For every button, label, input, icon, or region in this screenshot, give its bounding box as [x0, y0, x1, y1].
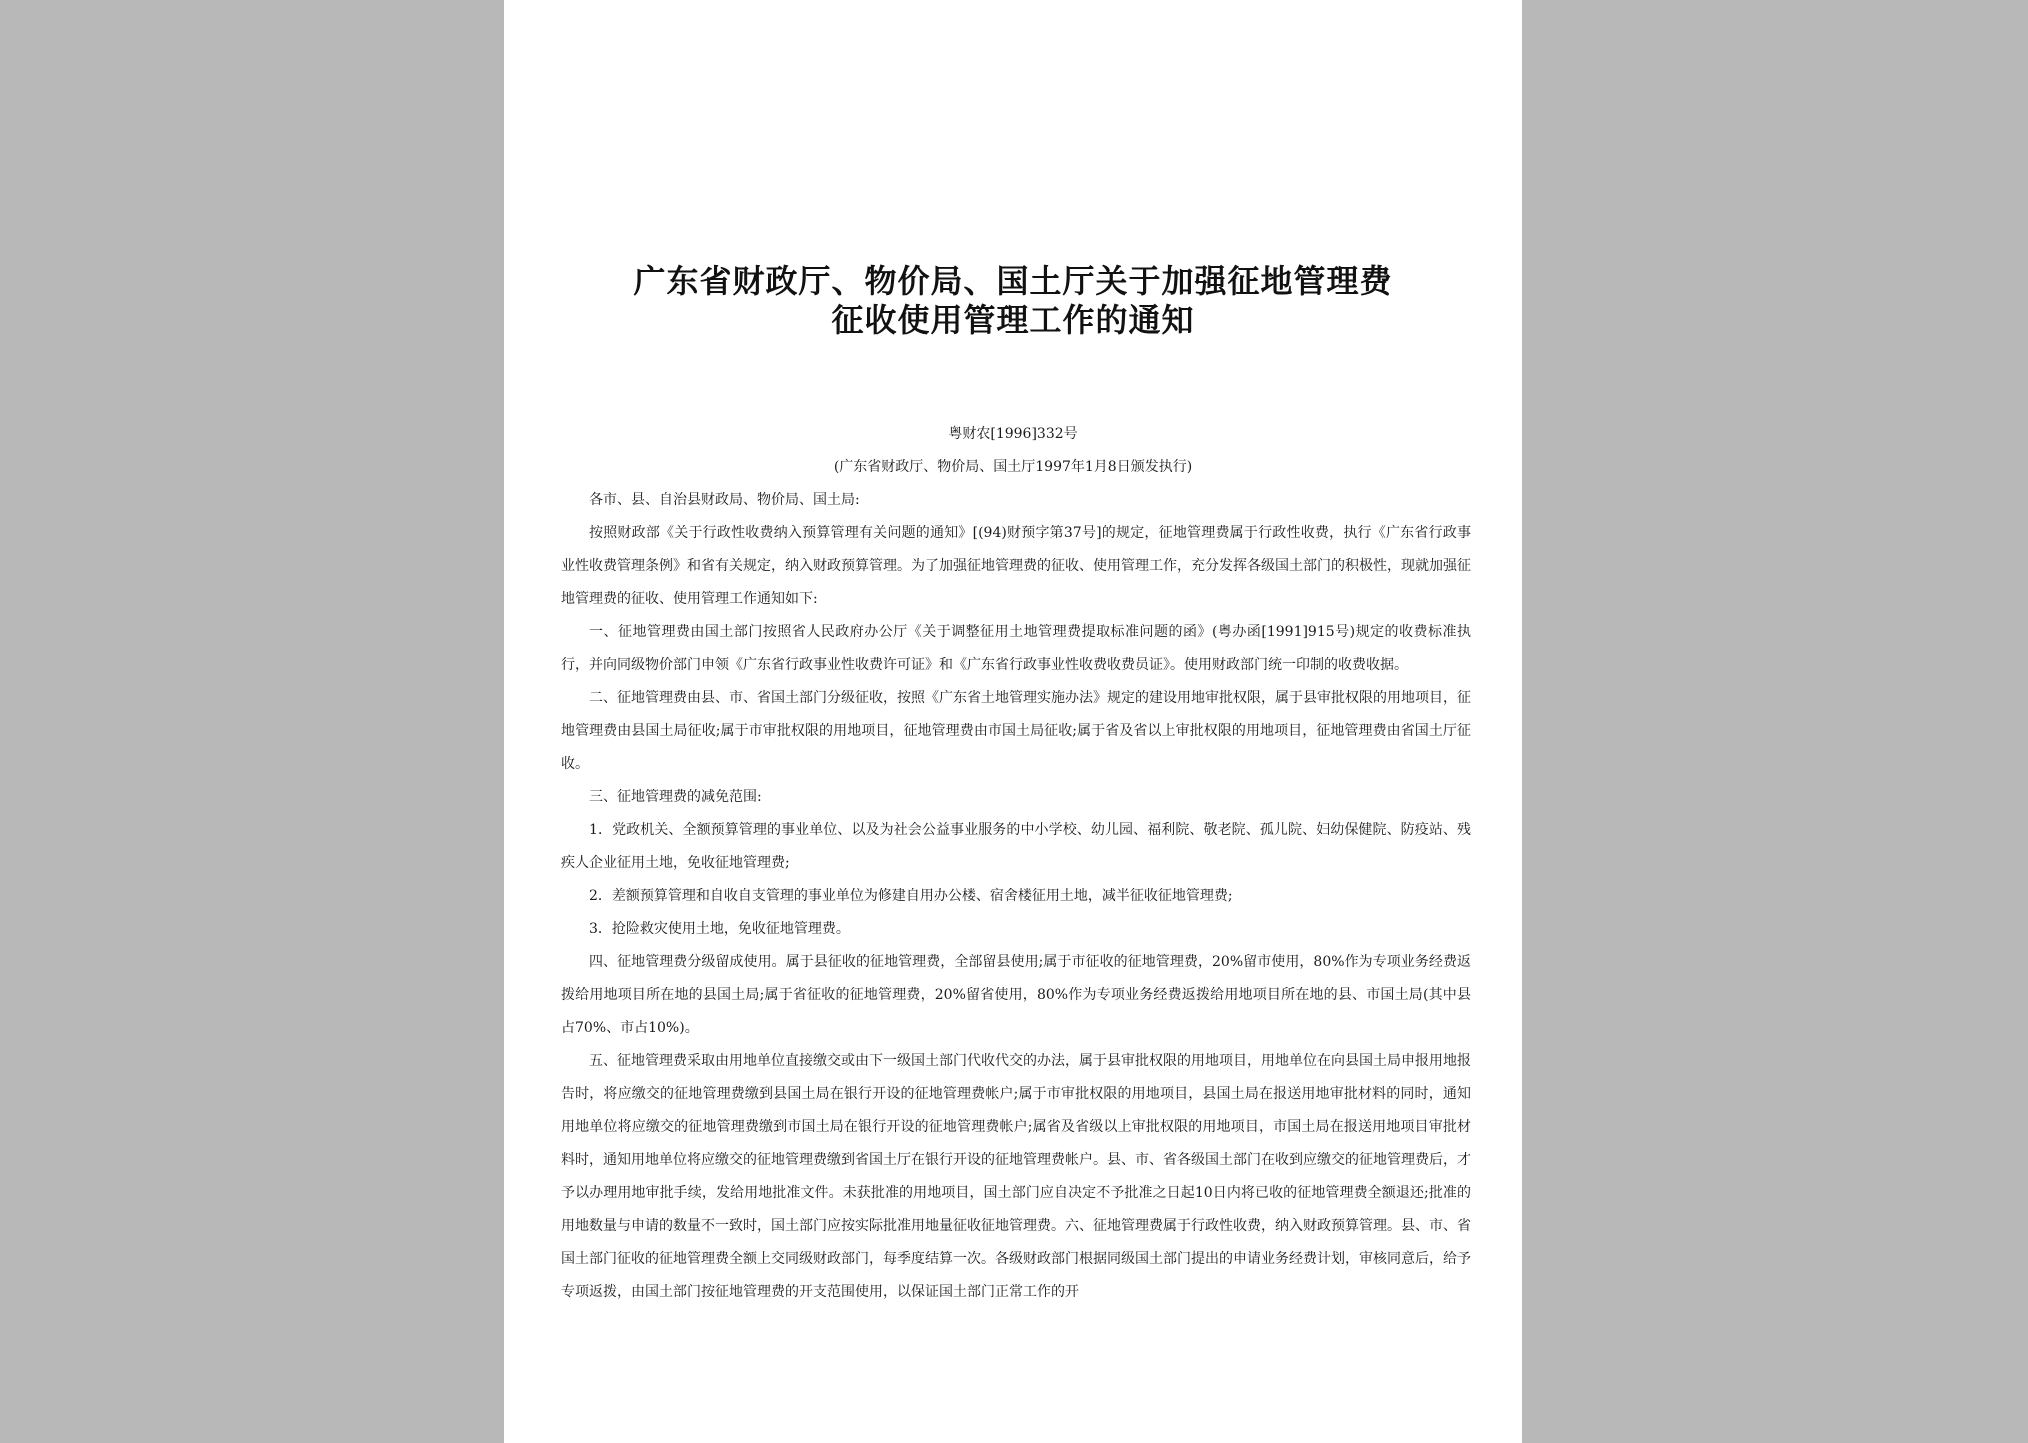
paragraph-item-5: 五、征地管理费采取由用地单位直接缴交或由下一级国土部门代收代交的办法，属于县审批权限的用地项目，用地单位在向县国土局申报用地报告时，将应缴交的征地管理费缴到县国土局在银行开设的征地管理费帐户;属于市审批权限的用地项目，县国土局在报送用地审批材料的同时，通知用地单位将应缴交的征地管理费缴到市国土局在银行开设的征地管理费帐户;属省及省级以上审批权限的用地项目，市国土局在报送用地项目审批材料时，通知用地单位将应缴交的征地管理费缴到省国土厅在银行开设的征地管理费帐户。县、市、省各级国土部门在收到应缴交的征地管理费后，才予以办理用地审批手续，发给用地批准文件。未获批准的用地项目，国土部门应自决定不予批准之日起10日内将已收的征地管理费全额退还;批准的用地数量与申请的数量不一致时，国土部门应按实际批准用地量征收征地管理费。六、征地管理费属于行政性收费，纳入财政预算管理。县、市、省国土部门征收的征地管理费全额上交同级财政部门，每季度结算一次。各级财政部门根据同级国土部门提出的申请业务经费计划，审核同意后，给予专项返拨，由国土部门按征地管理费的开支范围使用，以保证国土部门正常工作的开 [561, 1053, 1471, 1300]
document-number: 粤财农[1996]332号 [948, 426, 1078, 442]
paragraph-item-3-1: 1．党政机关、全额预算管理的事业单位、以及为社会公益事业服务的中小学校、幼儿园、福利院、敬老院、孤儿院、妇幼保健院、防疫站、残疾人企业征用土地，免收征地管理费; [561, 822, 1471, 871]
paragraph-item-1: 一、征地管理费由国土部门按照省人民政府办公厅《关于调整征用土地管理费提取标准问题的函》(粤办函[1991]915号)规定的收费标准执行，并向同级物价部门申领《广东省行政事业性收费许可证》和《广东省行政事业性收费收费员证》。使用财政部门统一印制的收费收据。 [561, 624, 1471, 673]
salutation: 各市、县、自治县财政局、物价局、国土局: [589, 492, 860, 508]
paragraph-item-3-2: 2．差额预算管理和自收自支管理的事业单位为修建自用办公楼、宿舍楼征用土地，减半征收征地管理费; [589, 888, 1233, 904]
paragraph-item-3: 三、征地管理费的减免范围: [589, 789, 762, 805]
title-line-2: 征收使用管理工作的通知 [831, 301, 1195, 339]
paragraph-item-2: 二、征地管理费由县、市、省国土部门分级征收，按照《广东省土地管理实施办法》规定的建设用地审批权限，属于县审批权限的用地项目，征地管理费由县国土局征收;属于市审批权限的用地项目，征地管理费由市国土局征收;属于省及省以上审批权限的用地项目，征地管理费由省国土厅征收。 [561, 690, 1471, 772]
paragraph-item-3-3: 3．抢险救灾使用土地，免收征地管理费。 [589, 921, 850, 937]
document-title [544, 262, 1482, 340]
paragraph-item-4: 四、征地管理费分级留成使用。属于县征收的征地管理费，全部留县使用;属于市征收的征地管理费，20%留市使用，80%作为专项业务经费返拨给用地项目所在地的县国土局;属于省征收的征地管理费，20%留省使用，80%作为专项业务经费返拨给用地项目所在地的县、市国土局(其中县占70%、市占10%)。 [561, 954, 1471, 1036]
document-body [561, 484, 1471, 1309]
document-page [504, 0, 1522, 1443]
paragraph-intro: 按照财政部《关于行政性收费纳入预算管理有关问题的通知》[(94)财预字第37号]的规定，征地管理费属于行政性收费，执行《广东省行政事业性收费管理条例》和省有关规定，纳入财政预算管理。为了加强征地管理费的征收、使用管理工作，充分发挥各级国土部门的积极性，现就加强征地管理费的征收、使用管理工作通知如下: [561, 525, 1471, 607]
issued-note: (广东省财政厅、物价局、国土厅1997年1月8日颁发执行) [833, 459, 1193, 475]
title-line-1: 广东省财政厅、物价局、国土厅关于加强征地管理费 [633, 262, 1393, 300]
